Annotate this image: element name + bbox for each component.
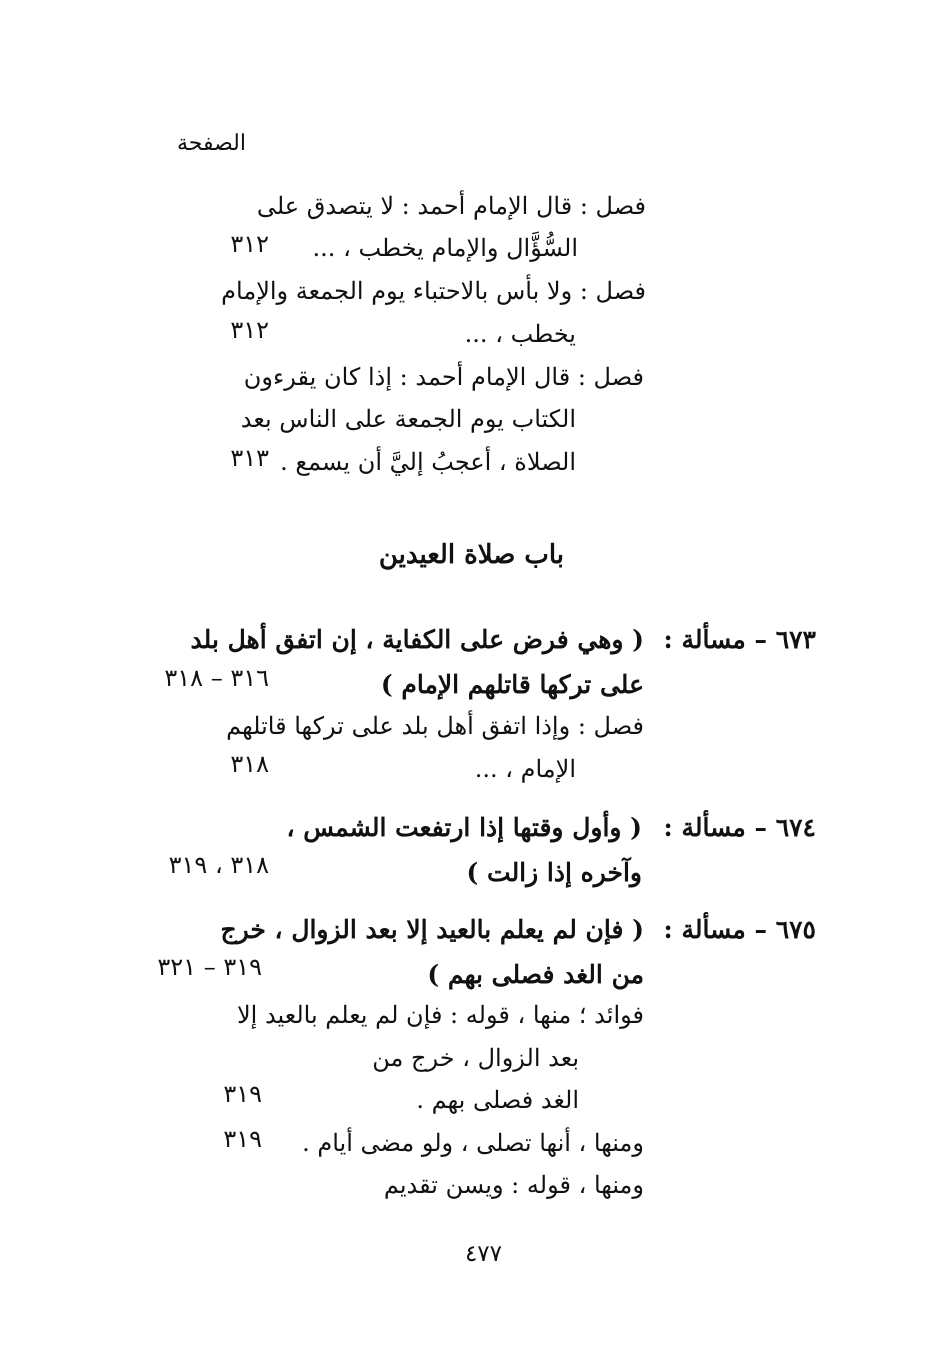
page-number: ٤٧٧: [464, 1241, 502, 1267]
entry-line: الكتاب يوم الجمعة على الناس بعد: [240, 405, 576, 433]
page-column-label: الصفحة: [176, 131, 246, 156]
masala-line: ( فإن لم يعلم بالعيد إلا بعد الزوال ، خرج: [220, 915, 644, 944]
masala-page-range: ٣١٦ – ٣١٨: [164, 664, 269, 692]
sub-entry-line: فصل : وإذا اتفق أهل بلد على تركها قاتلهم: [226, 712, 644, 740]
sub-entry-line: بعد الزوال ، خرج من: [372, 1044, 579, 1072]
sub-entry-page-number: ٣١٨: [230, 750, 269, 778]
sub-entry-line: الغد فصلى بهم .: [416, 1086, 579, 1114]
masala-line: وآخره إذا زالت ): [466, 858, 642, 887]
masala-page-range: ٣١٩ – ٣٢١: [157, 953, 262, 981]
entry-line: يخطب ، ...: [464, 320, 576, 348]
entry-page-number: ٣١٢: [230, 316, 269, 344]
entry-line: الصلاة ، أعجبُ إليَّ أن يسمع .: [280, 448, 576, 476]
entry-line: فصل : قال الإمام أحمد : لا يتصدق على: [256, 192, 646, 220]
masala-page-range: ٣١٨ ، ٣١٩: [168, 851, 269, 879]
masala-label: ٦٧٥ – مسألة :: [663, 915, 816, 944]
sub-entry-line: الإمام ، ...: [474, 755, 576, 783]
sub-entry-page-number: ٣١٩: [223, 1080, 262, 1108]
masala-label: ٦٧٣ – مسألة :: [663, 625, 816, 654]
masala-line: ( وأول وقتها إذا ارتفعت الشمس ،: [286, 813, 642, 842]
entry-line: فصل : ولا بأس بالاحتباء يوم الجمعة والإمام: [221, 277, 646, 305]
masala-label: ٦٧٤ – مسألة :: [663, 813, 816, 842]
entry-line: السُّؤَّال والإمام يخطب ، ...: [312, 234, 578, 262]
masala-line: على تركها قاتلهم الإمام ): [380, 670, 644, 699]
entry-page-number: ٣١٢: [230, 230, 269, 258]
chapter-title: باب صلاة العيدين: [378, 540, 564, 570]
sub-entry-line: ومنها ، قوله : ويسن تقديم: [383, 1171, 644, 1199]
masala-line: من الغد فصلى بهم ): [427, 960, 644, 989]
masala-line: ( وهي فرض على الكفاية ، إن اتفق أهل بلد: [190, 625, 644, 654]
entry-line: فصل : قال الإمام أحمد : إذا كان يقرءون: [243, 363, 644, 391]
sub-entry-line: ومنها ، أنها تصلى ، ولو مضى أيام .: [302, 1129, 644, 1157]
sub-entry-page-number: ٣١٩: [223, 1125, 262, 1153]
sub-entry-line: فوائد ؛ منها ، قوله : فإن لم يعلم بالعيد إلا: [236, 1001, 644, 1029]
entry-page-number: ٣١٣: [230, 444, 269, 472]
